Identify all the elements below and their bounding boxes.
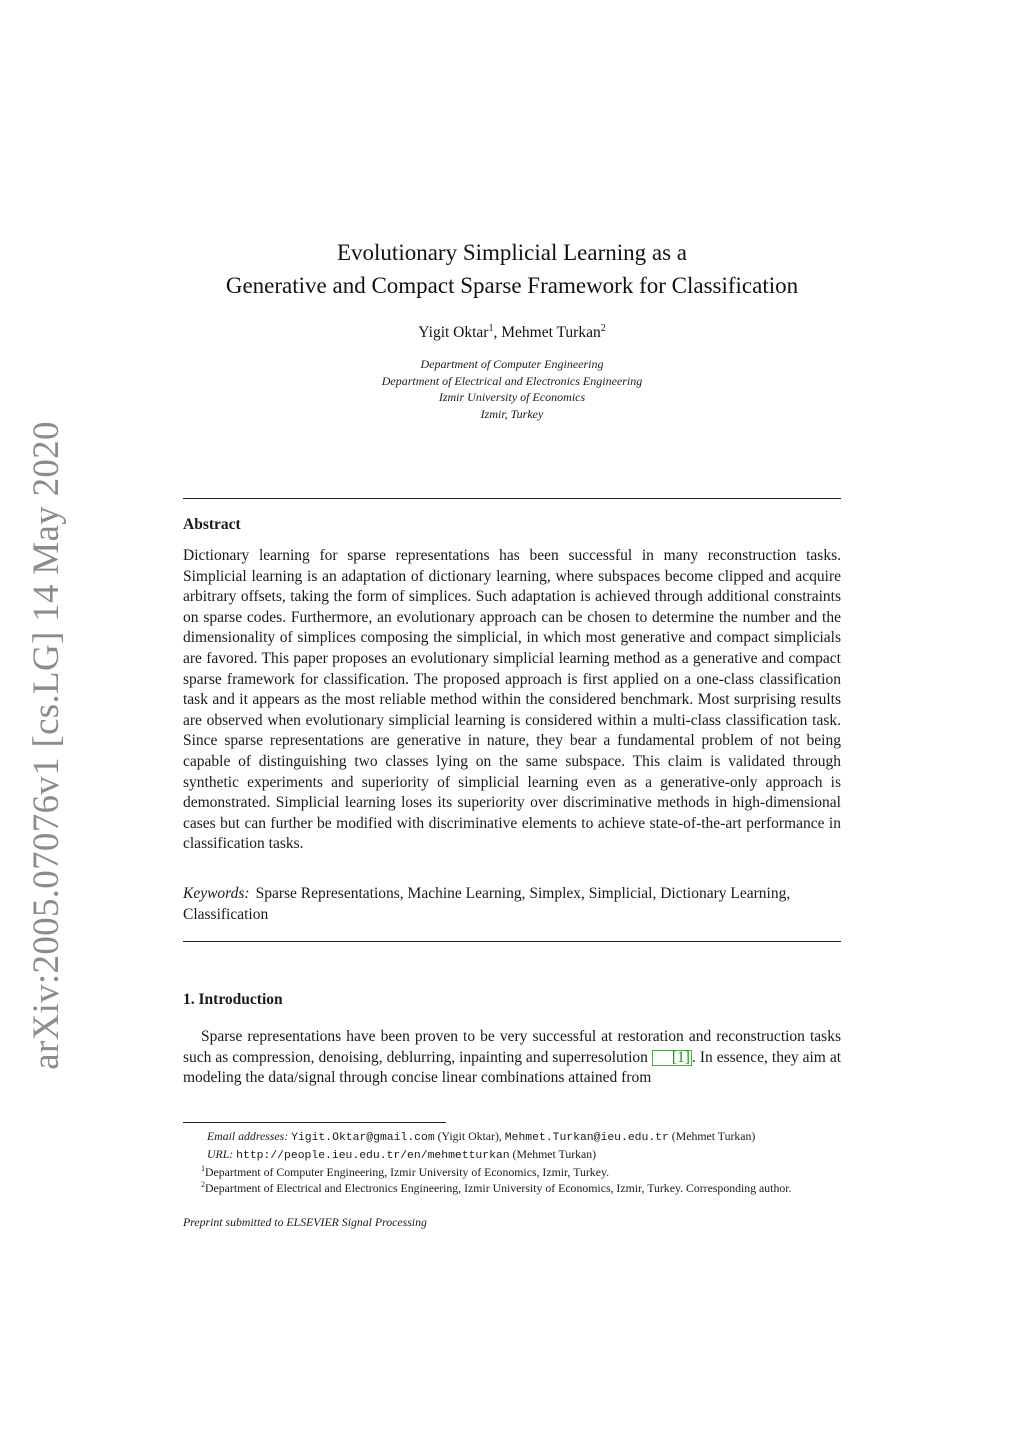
email-link-1[interactable]: Yigit.Oktar@gmail.com bbox=[291, 1132, 435, 1144]
affiliation-block bbox=[0, 356, 1024, 422]
affiliation-line: Izmir, Turkey bbox=[480, 406, 544, 421]
url-label: URL: bbox=[207, 1147, 234, 1161]
affiliation-line: Department of Electrical and Electronics Engineering bbox=[381, 373, 643, 388]
email-label: Email addresses: bbox=[207, 1129, 289, 1143]
footnotes bbox=[183, 1128, 841, 1196]
introduction-paragraph bbox=[183, 1027, 841, 1089]
footnote-url bbox=[183, 1146, 841, 1164]
paper-title bbox=[0, 236, 1024, 302]
section-heading-introduction: 1. Introduction bbox=[183, 991, 283, 1008]
preprint-note: Preprint submitted to ELSEVIER Signal Processing bbox=[183, 1215, 427, 1229]
keywords-text: Sparse Representations, Machine Learning, Simplex, Simplicial, Dictionary Learning, Classification bbox=[183, 885, 791, 923]
footnote-1-text: Department of Computer Engineering, Izmir University of Economics, Izmir, Turkey. bbox=[205, 1165, 610, 1179]
abstract-bottom-rule bbox=[183, 941, 841, 942]
abstract-heading: Abstract bbox=[183, 516, 241, 533]
footnote-2 bbox=[183, 1180, 841, 1196]
affiliation-line: Department of Computer Engineering bbox=[420, 357, 604, 371]
email-owner-2: (Mehmet Turkan) bbox=[671, 1129, 756, 1143]
author-name: Mehmet Turkan bbox=[501, 324, 601, 341]
intro-text-part-1: Sparse representations have been proven to be very successful at restoration and reconstruction tasks such as compression, denoising, deblurring, inpainting and superresolution bbox=[183, 1028, 841, 1066]
footnote-rule bbox=[183, 1122, 446, 1123]
affiliation-line: Izmir University of Economics bbox=[438, 390, 586, 404]
abstract-text: Dictionary learning for sparse representations has been successful in many reconstruction tasks. Simplicial learning is an adaptation of dictionary learning, where subspaces become clipped and acquire arbitrary offsets, taking the form of simplices. Such adaptation is achieved through additional constraints on sparse codes. Furthermore, an evolutionary approach can be chosen to determine the number and the dimensionality of simplices composing the simplicial, in which most generative and compact simplicials are favored. This paper proposes an evolutionary simplicial learning method as a generative and compact sparse framework for classification. The proposed approach is first applied on a one-class classification task and it appears as the most reliable method within the considered benchmark. Most surprising results are observed when evolutionary simplicial learning is considered within a multi-class classification task. Since sparse representations are generative in nature, they bear a fundamental problem of not being capable of distinguishing two classes lying on the same subspace. This claim is validated through synthetic experiments and superiority of simplicial learning even as a generative-only approach is demonstrated. Simplicial learning loses its superiority over discriminative methods in high-dimensional cases but can further be modified with discriminative elements to achieve state-of-the-art performance in classification tasks. bbox=[183, 547, 841, 853]
citation-link[interactable]: [1] bbox=[652, 1050, 692, 1066]
author-mark: 2 bbox=[600, 323, 606, 334]
keywords-label: Keywords: bbox=[183, 885, 250, 902]
author-name: Yigit Oktar bbox=[418, 324, 489, 341]
footnote-email bbox=[183, 1128, 841, 1146]
author-separator: , bbox=[493, 324, 502, 341]
abstract-body bbox=[183, 546, 841, 855]
arxiv-stamp-text: arXiv:2005.07076v1 [cs.LG] 14 May 2020 bbox=[25, 420, 67, 1070]
footnote-1-mark: 1 bbox=[201, 1164, 205, 1173]
url-owner: (Mehmet Turkan) bbox=[512, 1147, 597, 1161]
arxiv-stamp bbox=[20, 420, 72, 1070]
title-line-1: Evolutionary Simplicial Learning as a bbox=[336, 240, 688, 265]
abstract-top-rule bbox=[183, 498, 841, 499]
url-link[interactable]: http://people.ieu.edu.tr/en/mehmetturkan bbox=[236, 1150, 510, 1162]
footnote-2-mark: 2 bbox=[201, 1180, 205, 1189]
email-owner-1: (Yigit Oktar), bbox=[437, 1129, 502, 1143]
title-line-2: Generative and Compact Sparse Framework for Classification bbox=[225, 273, 799, 298]
footnote-1 bbox=[183, 1164, 841, 1180]
email-link-2[interactable]: Mehmet.Turkan@ieu.edu.tr bbox=[504, 1132, 669, 1144]
author-mark: 1 bbox=[488, 323, 494, 334]
intro-text-part-2: . In essence, they aim at modeling the data/signal through concise linear combinations attained from bbox=[183, 1048, 842, 1087]
keywords bbox=[183, 884, 841, 925]
author-list bbox=[0, 324, 1024, 342]
footnote-2-text: Department of Electrical and Electronics Engineering, Izmir University of Economics, Izmir, Turkey. Corresponding author. bbox=[205, 1181, 792, 1195]
introduction-body bbox=[183, 1027, 841, 1089]
